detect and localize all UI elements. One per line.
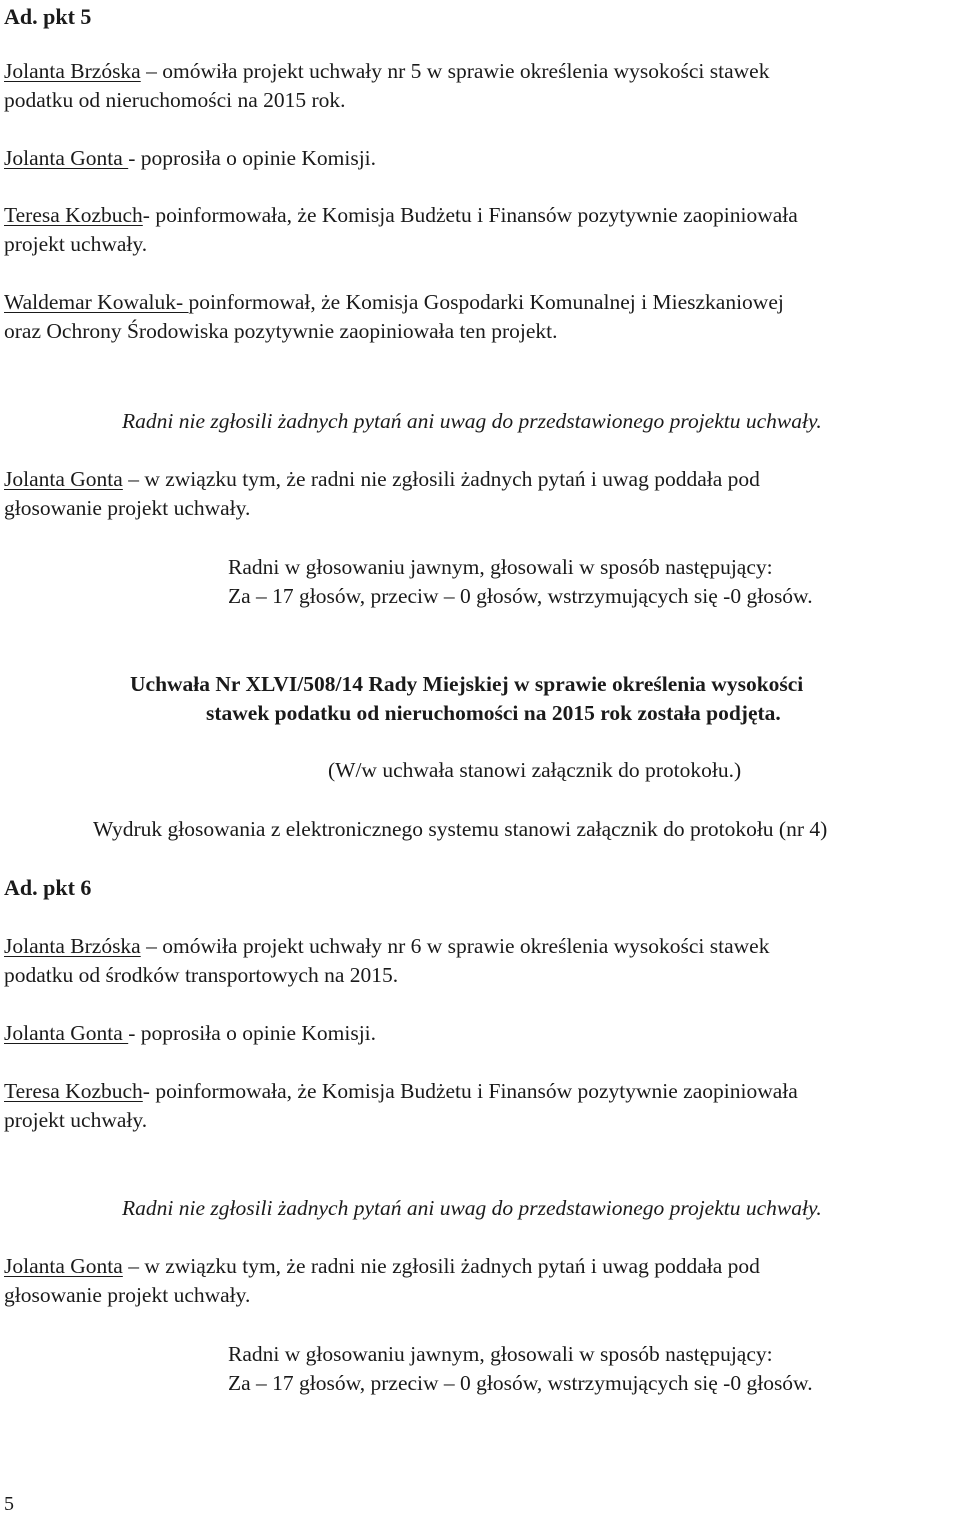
speaker-name: Jolanta Gonta bbox=[4, 146, 129, 170]
speaker-line bbox=[4, 57, 769, 86]
speaker-line bbox=[4, 1252, 760, 1281]
statement-text: - poprosiła o opinie Komisji. bbox=[128, 1021, 377, 1045]
statement-text: – omówiła projekt uchwały nr 6 w sprawie określenia wysokości stawek bbox=[140, 934, 770, 958]
attachment-note: (W/w uchwała stanowi załącznik do protokołu.) bbox=[328, 758, 742, 782]
statement-text: głosowanie projekt uchwały. bbox=[4, 1283, 251, 1307]
statement-text: - poinformowała, że Komisja Budżetu i Finansów pozytywnie zaopiniowała bbox=[142, 203, 798, 227]
statement-text: - poinformowała, że Komisja Budżetu i Finansów pozytywnie zaopiniowała bbox=[142, 1079, 798, 1103]
speaker-line bbox=[4, 201, 798, 230]
printout-note: Wydruk głosowania z elektronicznego systemu stanowi załącznik do protokołu (nr 4) bbox=[93, 817, 828, 841]
speaker-line bbox=[4, 288, 784, 317]
statement-text: głosowanie projekt uchwały. bbox=[4, 496, 251, 520]
speaker-line bbox=[4, 465, 760, 494]
speaker-name: Jolanta Gonta bbox=[4, 1254, 123, 1278]
statement-text: projekt uchwały. bbox=[4, 232, 148, 256]
resolution-text: Uchwała Nr XLVI/508/14 Rady Miejskiej w sprawie określenia wysokości bbox=[130, 672, 804, 696]
vote-result: Za – 17 głosów, przeciw – 0 głosów, wstrzymujących się -0 głosów. bbox=[228, 584, 813, 608]
vote-intro: Radni w głosowaniu jawnym, głosowali w sposób następujący: bbox=[228, 1342, 773, 1366]
vote-intro: Radni w głosowaniu jawnym, głosowali w sposób następujący: bbox=[228, 555, 773, 579]
section-heading: Ad. pkt 6 bbox=[4, 875, 92, 900]
speaker-name: Waldemar Kowaluk- bbox=[4, 290, 189, 314]
vote-result: Za – 17 głosów, przeciw – 0 głosów, wstrzymujących się -0 głosów. bbox=[228, 1371, 813, 1395]
statement-text: projekt uchwały. bbox=[4, 1108, 148, 1132]
speaker-line bbox=[4, 1077, 798, 1106]
statement-text: podatku od środków transportowych na 2015. bbox=[4, 963, 399, 987]
statement-text: – w związku tym, że radni nie zgłosili żadnych pytań i uwag poddała pod bbox=[122, 1254, 760, 1278]
statement-text: oraz Ochrony Środowiska pozytywnie zaopiniowała ten projekt. bbox=[4, 319, 558, 343]
speaker-name: Jolanta Gonta bbox=[4, 1021, 129, 1045]
no-questions-note: Radni nie zgłosili żadnych pytań ani uwag do przedstawionego projektu uchwały. bbox=[122, 1196, 822, 1220]
speaker-name: Jolanta Brzóska bbox=[4, 59, 141, 83]
page-number: 5 bbox=[4, 1493, 14, 1515]
speaker-name: Teresa Kozbuch bbox=[4, 1079, 143, 1103]
speaker-line bbox=[4, 144, 376, 173]
statement-text: – w związku tym, że radni nie zgłosili żadnych pytań i uwag poddała pod bbox=[122, 467, 760, 491]
speaker-name: Jolanta Gonta bbox=[4, 467, 123, 491]
statement-text: poinformował, że Komisja Gospodarki Komunalnej i Mieszkaniowej bbox=[188, 290, 784, 314]
speaker-line bbox=[4, 932, 769, 961]
statement-text: podatku od nieruchomości na 2015 rok. bbox=[4, 88, 346, 112]
no-questions-note: Radni nie zgłosili żadnych pytań ani uwag do przedstawionego projektu uchwały. bbox=[122, 409, 822, 433]
speaker-name: Teresa Kozbuch bbox=[4, 203, 143, 227]
statement-text: - poprosiła o opinie Komisji. bbox=[128, 146, 377, 170]
section-heading: Ad. pkt 5 bbox=[4, 4, 92, 29]
resolution-text: stawek podatku od nieruchomości na 2015 rok została podjęta. bbox=[206, 701, 781, 725]
statement-text: – omówiła projekt uchwały nr 5 w sprawie określenia wysokości stawek bbox=[140, 59, 770, 83]
speaker-line bbox=[4, 1019, 376, 1048]
speaker-name: Jolanta Brzóska bbox=[4, 934, 141, 958]
